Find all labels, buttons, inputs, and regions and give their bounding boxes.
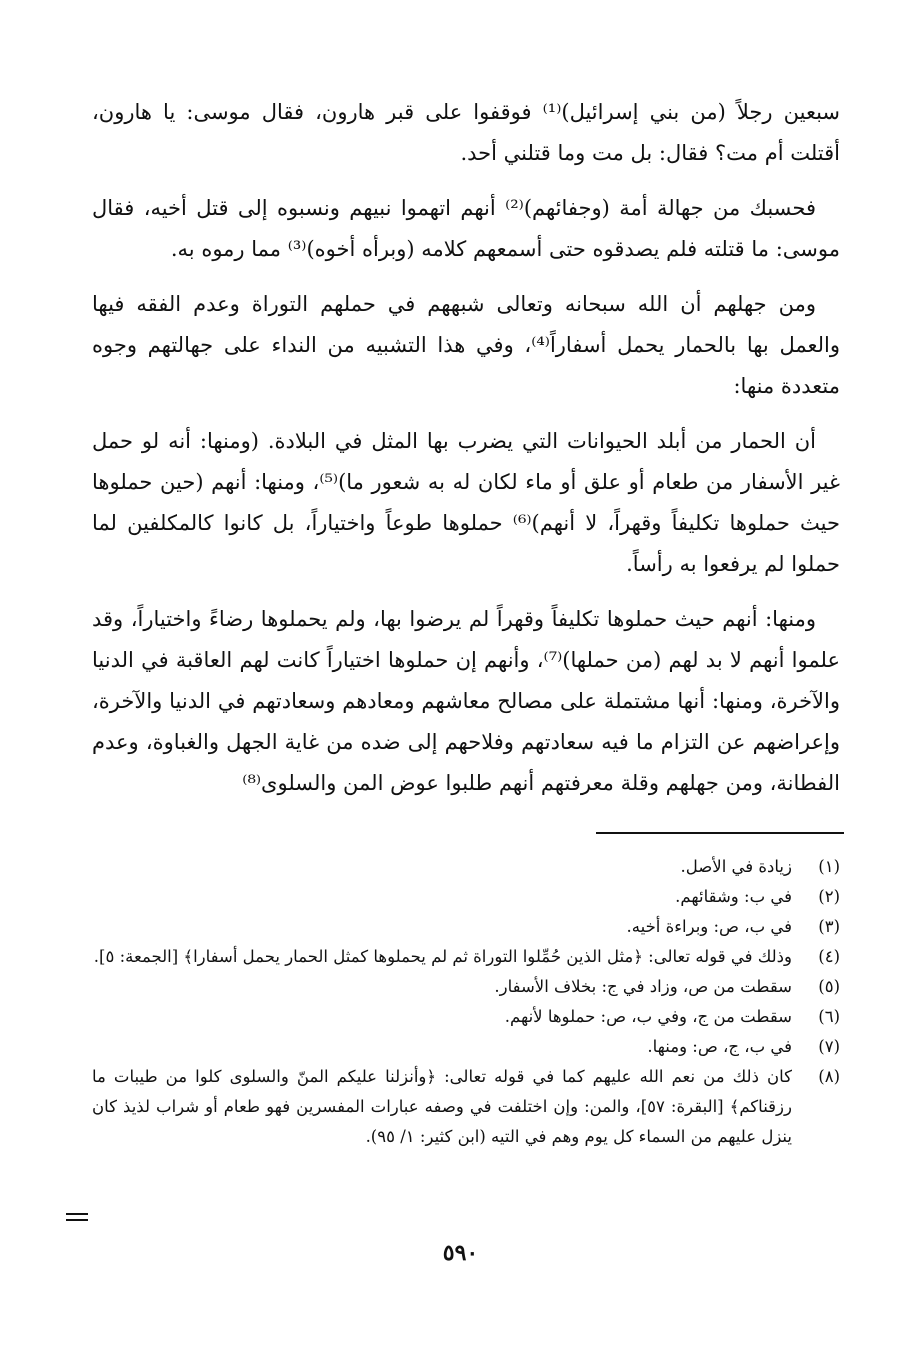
footnote-text: زيادة في الأصل. bbox=[680, 857, 792, 876]
footnote-number: (١) bbox=[818, 857, 840, 876]
footnote-text: سقطت من ج، وفي ب، ص: حملوها لأنهم. bbox=[504, 1007, 792, 1026]
page-number: ٥٩٠ bbox=[442, 1240, 479, 1266]
footnote-text: كان ذلك من نعم الله عليهم كما في قوله تعالى: ﴿وأنزلنا عليكم المنّ والسلوى كلوا من طيبات ما رزقناكم﴾ [البقرة: ٥٧]، والمن: وإن اختلفت في وصفه عبارات المفسرين فهو طعام أو شراب لذيذ كان ينزل عليهم من السماء كل يوم وهم في التيه (ابن كثير: ١/ ٩٥). bbox=[92, 1067, 792, 1146]
footnote bbox=[92, 1002, 840, 1032]
footnote bbox=[92, 942, 840, 972]
footnote-number: (٧) bbox=[818, 1037, 840, 1056]
footnote bbox=[92, 882, 840, 912]
footnote bbox=[92, 1062, 840, 1152]
footnote-number: (٥) bbox=[818, 977, 840, 996]
footnote-text: في ب: وشقائهم. bbox=[675, 887, 792, 906]
paragraph: سبعين رجلاً (من بني إسرائيل)⁽¹⁾ فوقفوا على قبر هارون، فقال موسى: يا هارون، أقتلت أم مت؟ فقال: بل مت وما قتلني أحد. bbox=[92, 100, 841, 165]
margin-mark bbox=[66, 1212, 88, 1222]
footnote bbox=[92, 972, 840, 1002]
footnote-text: في ب، ج، ص: ومنها. bbox=[647, 1037, 792, 1056]
footnote-text: سقطت من ص، وزاد في ج: بخلاف الأسفار. bbox=[494, 977, 792, 996]
footnote bbox=[92, 852, 840, 882]
paragraph: أن الحمار من أبلد الحيوانات التي يضرب بها المثل في البلادة. (ومنها: أنه لو حمل غير الأسفار من طعام أو علق أو ماء لكان له به شعور ما)⁽⁵⁾، ومنها: أنهم (حين حملوها حيث حملوها تكليفاً وقهراً، لا أنهم)⁽⁶⁾ حملوها طوعاً واختياراً، بل كانوا كالمكلفين لما حملوا لم يرفعوا به رأساً. bbox=[92, 429, 840, 576]
footnote-separator bbox=[596, 832, 844, 834]
footnote bbox=[92, 1032, 840, 1062]
footnote-number: (٨) bbox=[818, 1067, 840, 1086]
footnote-number: (٦) bbox=[818, 1007, 840, 1026]
footnotes bbox=[92, 852, 840, 1152]
paragraph: فحسبك من جهالة أمة (وجفائهم)⁽²⁾ أنهم اتهموا نبيهم ونسبوه إلى قتل أخيه، فقال موسى: ما قتلته فلم يصدقوه حتى أسمعهم كلامه (وبرأه أخوه)⁽³⁾ مما رموه به. bbox=[92, 196, 840, 261]
footnote-number: (٢) bbox=[818, 887, 840, 906]
footnote-number: (٣) bbox=[818, 917, 840, 936]
footnote bbox=[92, 912, 840, 942]
paragraph: ومنها: أنهم حيث حملوها تكليفاً وقهراً لم يرضوا بها، ولم يحملوها رضاءً واختياراً، وقد علموا أنهم لا بد لهم (من حملها)⁽⁷⁾، وأنهم إن حملوها اختياراً كانت لهم العاقبة في الدنيا والآخرة، ومنها: أنها مشتملة على مصالح معاشهم ومعادهم وسعادتهم في الدنيا والآخرة، وإعراضهم عن التزام ما فيه سعادتهم وفلاحهم إلى ضده من غاية الجهل والغباوة، وعدم الفطانة، ومن جهلهم وقلة معرفتهم أنهم طلبوا عوض المن والسلوى⁽⁸⁾ bbox=[92, 607, 840, 795]
footnote-text: وذلك في قوله تعالى: ﴿مثل الذين حُمِّلوا التوراة ثم لم يحملوها كمثل الحمار يحمل أسفارا﴾ [الجمعة: ٥]. bbox=[93, 947, 792, 966]
footnote-number: (٤) bbox=[818, 947, 840, 966]
paragraph: ومن جهلهم أن الله سبحانه وتعالى شبههم في حملهم التوراة وعدم الفقه فيها والعمل بها بالحمار يحمل أسفاراً⁽⁴⁾، وفي هذا التشبيه من النداء على جهالتهم وجوه متعددة منها: bbox=[92, 292, 840, 398]
main-text bbox=[92, 92, 840, 818]
footnote-text: في ب، ص: وبراءة أخيه. bbox=[626, 917, 792, 936]
